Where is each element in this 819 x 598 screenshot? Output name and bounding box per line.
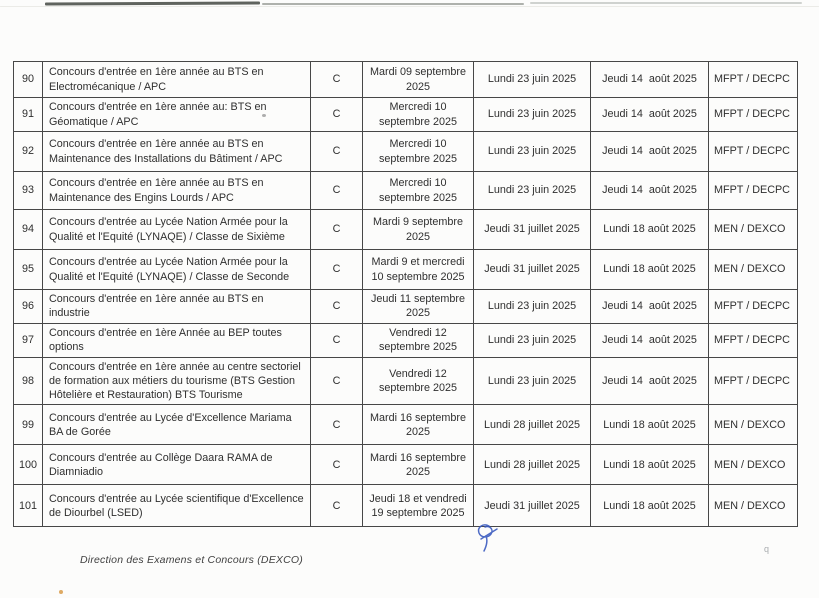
type-cell: C (311, 132, 363, 172)
concours-schedule-table (13, 61, 798, 527)
type-cell: C (311, 405, 363, 445)
scan-speck (59, 590, 63, 594)
date-col2-cell: Lundi 23 juin 2025 (474, 357, 591, 405)
type-cell: C (311, 485, 363, 527)
authority-cell: MFPT / DECPC (709, 357, 798, 405)
table-row (14, 210, 798, 250)
authority-cell: MFPT / DECPC (709, 290, 798, 324)
authority-cell: MFPT / DECPC (709, 62, 798, 98)
date-col3-cell: Jeudi 14 août 2025 (591, 357, 709, 405)
row-number-cell: 101 (14, 485, 43, 527)
table-row (14, 172, 798, 210)
row-number-cell: 92 (14, 132, 43, 172)
date-col2-cell: Lundi 23 juin 2025 (474, 132, 591, 172)
concours-title-cell: Concours d'entrée en 1ère année au centre sectoriel de formation aux métiers du tourisme (BTS Gestion Hôtelière et Restauration) BTS Tourisme (43, 357, 311, 405)
date-col2-cell: Lundi 28 juillet 2025 (474, 445, 591, 485)
date-col1-cell: Mardi 9 et mercredi 10 septembre 2025 (363, 250, 474, 290)
type-cell: C (311, 250, 363, 290)
table-row (14, 485, 798, 527)
date-col2-cell: Jeudi 31 juillet 2025 (474, 210, 591, 250)
row-number-cell: 97 (14, 323, 43, 357)
date-col3-cell: Lundi 18 août 2025 (591, 485, 709, 527)
row-number-cell: 95 (14, 250, 43, 290)
date-col3-cell: Jeudi 14 août 2025 (591, 62, 709, 98)
type-cell: C (311, 210, 363, 250)
authority-cell: MEN / DEXCO (709, 405, 798, 445)
scan-edge-artifact (530, 2, 802, 4)
row-number-cell: 90 (14, 62, 43, 98)
date-col1-cell: Jeudi 18 et vendredi 19 septembre 2025 (363, 485, 474, 527)
date-col1-cell: Mercredi 10 septembre 2025 (363, 172, 474, 210)
type-cell: C (311, 62, 363, 98)
concours-title-cell: Concours d'entrée en 1ère année au BTS en Maintenance des Installations du Bâtiment / APC (43, 132, 311, 172)
type-cell: C (311, 172, 363, 210)
concours-title-cell: Concours d'entrée en 1ère année au BTS en Maintenance des Engins Lourds / APC (43, 172, 311, 210)
date-col1-cell: Mardi 9 septembre 2025 (363, 210, 474, 250)
authority-cell: MFPT / DECPC (709, 98, 798, 132)
date-col2-cell: Lundi 23 juin 2025 (474, 323, 591, 357)
authority-cell: MFPT / DECPC (709, 172, 798, 210)
table-row (14, 98, 798, 132)
table-row (14, 290, 798, 324)
date-col3-cell: Jeudi 14 août 2025 (591, 323, 709, 357)
date-col1-cell: Mercredi 10 septembre 2025 (363, 98, 474, 132)
authority-cell: MFPT / DECPC (709, 323, 798, 357)
table-row (14, 132, 798, 172)
date-col3-cell: Jeudi 14 août 2025 (591, 172, 709, 210)
date-col2-cell: Lundi 23 juin 2025 (474, 172, 591, 210)
date-col2-cell: Lundi 23 juin 2025 (474, 62, 591, 98)
date-col3-cell: Jeudi 14 août 2025 (591, 290, 709, 324)
concours-title-cell: Concours d'entrée en 1ère Année au BEP toutes options (43, 323, 311, 357)
date-col3-cell: Jeudi 14 août 2025 (591, 132, 709, 172)
date-col2-cell: Lundi 28 juillet 2025 (474, 405, 591, 445)
authority-cell: MEN / DEXCO (709, 485, 798, 527)
date-col3-cell: Lundi 18 août 2025 (591, 250, 709, 290)
date-col2-cell: Lundi 23 juin 2025 (474, 290, 591, 324)
type-cell: C (311, 323, 363, 357)
date-col2-cell: Lundi 23 juin 2025 (474, 98, 591, 132)
type-cell: C (311, 357, 363, 405)
concours-title-cell: Concours d'entrée au Lycée d'Excellence Mariama BA de Gorée (43, 405, 311, 445)
table-row (14, 405, 798, 445)
date-col3-cell: Lundi 18 août 2025 (591, 445, 709, 485)
concours-title-cell: Concours d'entrée au Lycée scientifique d'Excellence de Diourbel (LSED) (43, 485, 311, 527)
table-row (14, 323, 798, 357)
date-col2-cell: Jeudi 31 juillet 2025 (474, 485, 591, 527)
date-col3-cell: Lundi 18 août 2025 (591, 210, 709, 250)
authority-cell: MFPT / DECPC (709, 132, 798, 172)
table-body (14, 62, 798, 527)
concours-title-cell: Concours d'entrée en 1ère année au: BTS en Géomatique / APC (43, 98, 311, 132)
authority-cell: MEN / DEXCO (709, 210, 798, 250)
table-row (14, 62, 798, 98)
row-number-cell: 94 (14, 210, 43, 250)
date-col1-cell: Vendredi 12 septembre 2025 (363, 357, 474, 405)
row-number-cell: 99 (14, 405, 43, 445)
table-row (14, 357, 798, 405)
row-number-cell: 98 (14, 357, 43, 405)
concours-title-cell: Concours d'entrée en 1ère année au BTS en industrie (43, 290, 311, 324)
table-row (14, 445, 798, 485)
scan-edge-artifact (45, 2, 260, 6)
authority-cell: MEN / DEXCO (709, 250, 798, 290)
row-number-cell: 91 (14, 98, 43, 132)
date-col3-cell: Lundi 18 août 2025 (591, 405, 709, 445)
type-cell: C (311, 98, 363, 132)
date-col1-cell: Mercredi 10 septembre 2025 (363, 132, 474, 172)
concours-title-cell: Concours d'entrée au Lycée Nation Armée pour la Qualité et l'Equité (LYNAQE) / Classe de Sixième (43, 210, 311, 250)
row-number-cell: 100 (14, 445, 43, 485)
footer-caption: Direction des Examens et Concours (DEXCO) (80, 554, 303, 566)
scan-edge-artifact (0, 6, 819, 7)
date-col2-cell: Jeudi 31 juillet 2025 (474, 250, 591, 290)
date-col1-cell: Jeudi 11 septembre 2025 (363, 290, 474, 324)
concours-title-cell: Concours d'entrée en 1ère année au BTS en Electromécanique / APC (43, 62, 311, 98)
date-col3-cell: Jeudi 14 août 2025 (591, 98, 709, 132)
type-cell: C (311, 445, 363, 485)
type-cell: C (311, 290, 363, 324)
paraph-initials-icon (472, 522, 502, 556)
row-number-cell: 96 (14, 290, 43, 324)
scan-speck (262, 114, 266, 117)
date-col1-cell: Mardi 16 septembre 2025 (363, 405, 474, 445)
date-col1-cell: Mardi 16 septembre 2025 (363, 445, 474, 485)
scan-speck: q (764, 544, 770, 554)
concours-title-cell: Concours d'entrée au Collège Daara RAMA de Diamniadio (43, 445, 311, 485)
date-col1-cell: Vendredi 12 septembre 2025 (363, 323, 474, 357)
authority-cell: MEN / DEXCO (709, 445, 798, 485)
date-col1-cell: Mardi 09 septembre 2025 (363, 62, 474, 98)
row-number-cell: 93 (14, 172, 43, 210)
concours-title-cell: Concours d'entrée au Lycée Nation Armée pour la Qualité et l'Equité (LYNAQE) / Classe de Seconde (43, 250, 311, 290)
scan-edge-artifact (262, 3, 524, 5)
table-row (14, 250, 798, 290)
